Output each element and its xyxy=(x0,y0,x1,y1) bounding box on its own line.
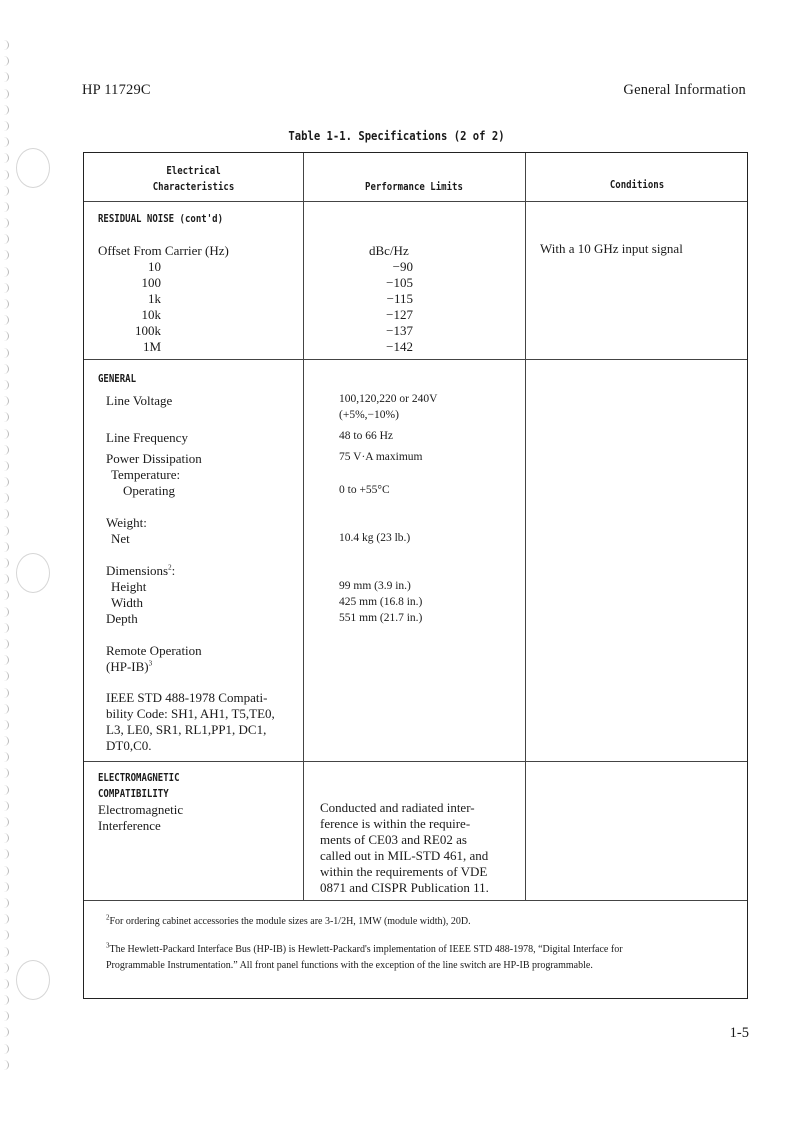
binding-ring-mark xyxy=(2,898,9,908)
binding-ring-mark xyxy=(2,1011,9,1021)
binding-ring-mark xyxy=(2,315,9,325)
offset-value: 1M xyxy=(142,339,161,354)
binding-ring-mark xyxy=(2,1060,9,1070)
binding-ring-mark xyxy=(2,1027,9,1037)
line-voltage-label: Line Voltage xyxy=(106,393,173,408)
power-dissipation-label: Power Dissipation xyxy=(106,451,202,466)
binding-ring-mark xyxy=(2,574,9,584)
binding-ring-mark xyxy=(2,493,9,503)
binding-ring-mark xyxy=(2,930,9,940)
binding-ring-mark xyxy=(2,963,9,973)
binding-ring-mark xyxy=(2,121,9,131)
binding-ring-mark xyxy=(2,655,9,665)
binding-ring-mark xyxy=(2,526,9,536)
emi-label: Electromagnetic xyxy=(98,802,184,817)
binding-ring-mark xyxy=(2,849,9,859)
operating-label: Operating xyxy=(123,483,175,498)
binding-ring-mark xyxy=(2,607,9,617)
line-voltage-tolerance: (+5%,−10%) xyxy=(339,409,399,421)
binding-ring-mark xyxy=(2,283,9,293)
binding-ring-mark xyxy=(2,1044,9,1054)
noise-value: −115 xyxy=(386,291,413,306)
punch-hole xyxy=(16,148,50,188)
binding-ring-mark xyxy=(2,105,9,115)
net-value: 10.4 kg (23 lb.) xyxy=(339,532,411,544)
binding-ring-mark xyxy=(2,639,9,649)
depth-value: 551 mm (21.7 in.) xyxy=(339,612,423,624)
binding-ring-mark xyxy=(2,671,9,681)
binding-ring-mark xyxy=(2,704,9,714)
binding-ring-mark xyxy=(2,768,9,778)
emi-label: Interference xyxy=(98,818,161,833)
section-heading-emc: ELECTROMAGNETIC COMPATIBILITY xyxy=(98,772,180,800)
footnote-divider xyxy=(84,900,747,901)
binding-ring-mark xyxy=(2,380,9,390)
binding-ring-mark xyxy=(2,509,9,519)
binding-ring-mark xyxy=(2,833,9,843)
binding-ring-mark xyxy=(2,558,9,568)
binding-ring-mark xyxy=(2,429,9,439)
footnote-3: $^3$The Hewlett-Packard Interface Bus (HP-IB) is Hewlett-Packard's implementation of IEEE STD 488-1978, “Digital Interface for Programmable Instrumentation.” All front panel functions with the exception of the line switch are HP-IB programmable. xyxy=(106,941,623,971)
specifications-table xyxy=(83,152,748,999)
depth-label: Depth xyxy=(106,611,138,626)
binding-ring-mark xyxy=(2,720,9,730)
binding-ring-mark xyxy=(2,752,9,762)
binding-ring-mark xyxy=(2,801,9,811)
section-divider xyxy=(84,359,747,360)
width-label: Width xyxy=(111,595,143,610)
binding-ring-mark xyxy=(2,866,9,876)
binding-ring-mark xyxy=(2,56,9,66)
section-heading-residual-noise: RESIDUAL NOISE (cont'd) xyxy=(98,213,224,225)
page-number: 1-5 xyxy=(729,1025,749,1041)
binding-ring-mark xyxy=(2,914,9,924)
emi-value-line: called out in MIL-STD 461, and xyxy=(320,848,489,863)
column-header-conditions: Conditions xyxy=(609,179,665,191)
binding-ring-mark xyxy=(2,89,9,99)
column-header-performance: Performance Limits xyxy=(365,181,463,193)
table-caption: Table 1-1. Specifications (2 of 2) xyxy=(288,129,505,143)
column-divider xyxy=(303,153,304,900)
height-label: Height xyxy=(111,579,147,594)
binding-ring-mark xyxy=(2,234,9,244)
dimensions-label: Dimensions$^2$: xyxy=(106,563,176,578)
binding-ring-mark xyxy=(2,979,9,989)
binding-ring-mark xyxy=(2,623,9,633)
binding-ring-mark xyxy=(2,688,9,698)
running-header-section: General Information xyxy=(623,82,746,98)
binding-ring-mark xyxy=(2,267,9,277)
binding-ring-mark xyxy=(2,186,9,196)
offset-value: 10 xyxy=(148,259,161,274)
offset-label: Offset From Carrier (Hz) xyxy=(98,243,229,258)
binding-ring-mark xyxy=(2,785,9,795)
binding-ring-mark xyxy=(2,202,9,212)
binding-ring-mark xyxy=(2,40,9,50)
binding-ring-mark xyxy=(2,412,9,422)
binding-ring-mark xyxy=(2,331,9,341)
temperature-label: Temperature: xyxy=(111,467,181,482)
binding-ring-mark xyxy=(2,947,9,957)
remote-operation-label: Remote Operation xyxy=(106,643,202,658)
binding-ring-mark xyxy=(2,72,9,82)
punch-hole xyxy=(16,553,50,593)
noise-value: −137 xyxy=(386,323,413,338)
column-header-characteristics: Electrical Characteristics xyxy=(152,165,235,193)
power-dissipation-value: 75 V·A maximum xyxy=(339,451,423,463)
binding-ring-mark xyxy=(2,153,9,163)
offset-value: 100 xyxy=(141,275,161,290)
binding-ring-mark xyxy=(2,882,9,892)
running-header-model: HP 11729C xyxy=(82,82,151,98)
binding-ring-mark xyxy=(2,348,9,358)
emi-value-line: ference is within the require- xyxy=(320,816,471,831)
binding-ring-mark xyxy=(2,477,9,487)
binding-ring-mark xyxy=(2,461,9,471)
header-divider xyxy=(84,201,747,202)
binding-ring-mark xyxy=(2,396,9,406)
offset-value: 10k xyxy=(141,307,161,322)
punch-hole xyxy=(16,960,50,1000)
emi-value-line: 0871 and CISPR Publication 11. xyxy=(320,880,489,895)
units-label: dBc/Hz xyxy=(369,243,409,258)
emi-value-line: within the requirements of VDE xyxy=(320,864,488,879)
binding-ring-mark xyxy=(2,817,9,827)
line-voltage-value: 100,120,220 or 240V xyxy=(339,393,438,405)
noise-value: −90 xyxy=(392,259,413,274)
binding-ring-mark xyxy=(2,170,9,180)
binding-ring-mark xyxy=(2,995,9,1005)
noise-value: −127 xyxy=(386,307,413,322)
binding-ring-mark xyxy=(2,299,9,309)
ieee-compat-line: bility Code: SH1, AH1, T5,TE0, xyxy=(106,706,275,721)
remote-operation-hpib: $(HP-IB)^3$ xyxy=(106,659,153,674)
emi-value-line: Conducted and radiated inter- xyxy=(320,800,475,815)
residual-condition: With a 10 GHz input signal xyxy=(540,241,683,256)
footnote-ref: 3 xyxy=(148,659,153,668)
operating-value: 0 to +55°C xyxy=(339,484,390,496)
binding-ring-mark xyxy=(2,137,9,147)
section-divider xyxy=(84,761,747,762)
binding-ring-mark xyxy=(2,218,9,228)
footnote-2: $^2$For ordering cabinet accessories the module sizes are 3-1/2H, 1MW (module width), 20D. xyxy=(106,913,471,927)
offset-value: 100k xyxy=(135,323,161,338)
line-frequency-value: 48 to 66 Hz xyxy=(339,430,393,442)
binding-ring-mark xyxy=(2,445,9,455)
binding-ring-mark xyxy=(2,542,9,552)
binding-ring-mark xyxy=(2,364,9,374)
binding-ring-mark xyxy=(2,736,9,746)
height-value: 99 mm (3.9 in.) xyxy=(339,580,411,592)
offset-value: 1k xyxy=(148,291,161,306)
column-divider xyxy=(525,153,526,900)
noise-value: −105 xyxy=(386,275,413,290)
ieee-compat-line: L3, LE0, SR1, RL1,PP1, DC1, xyxy=(106,722,267,737)
ieee-compat-line: DT0,C0. xyxy=(106,738,152,753)
binding-edge xyxy=(0,40,12,1080)
footnote-ref: 2 xyxy=(168,563,172,572)
weight-label: Weight: xyxy=(106,515,147,530)
width-value: 425 mm (16.8 in.) xyxy=(339,596,423,608)
noise-value: −142 xyxy=(386,339,413,354)
line-frequency-label: Line Frequency xyxy=(106,430,188,445)
net-label: Net xyxy=(111,531,130,546)
ieee-compat-line: IEEE STD 488-1978 Compati- xyxy=(106,690,268,705)
binding-ring-mark xyxy=(2,250,9,260)
section-heading-general: GENERAL xyxy=(98,373,137,385)
binding-ring-mark xyxy=(2,590,9,600)
emi-value-line: ments of CE03 and RE02 as xyxy=(320,832,467,847)
